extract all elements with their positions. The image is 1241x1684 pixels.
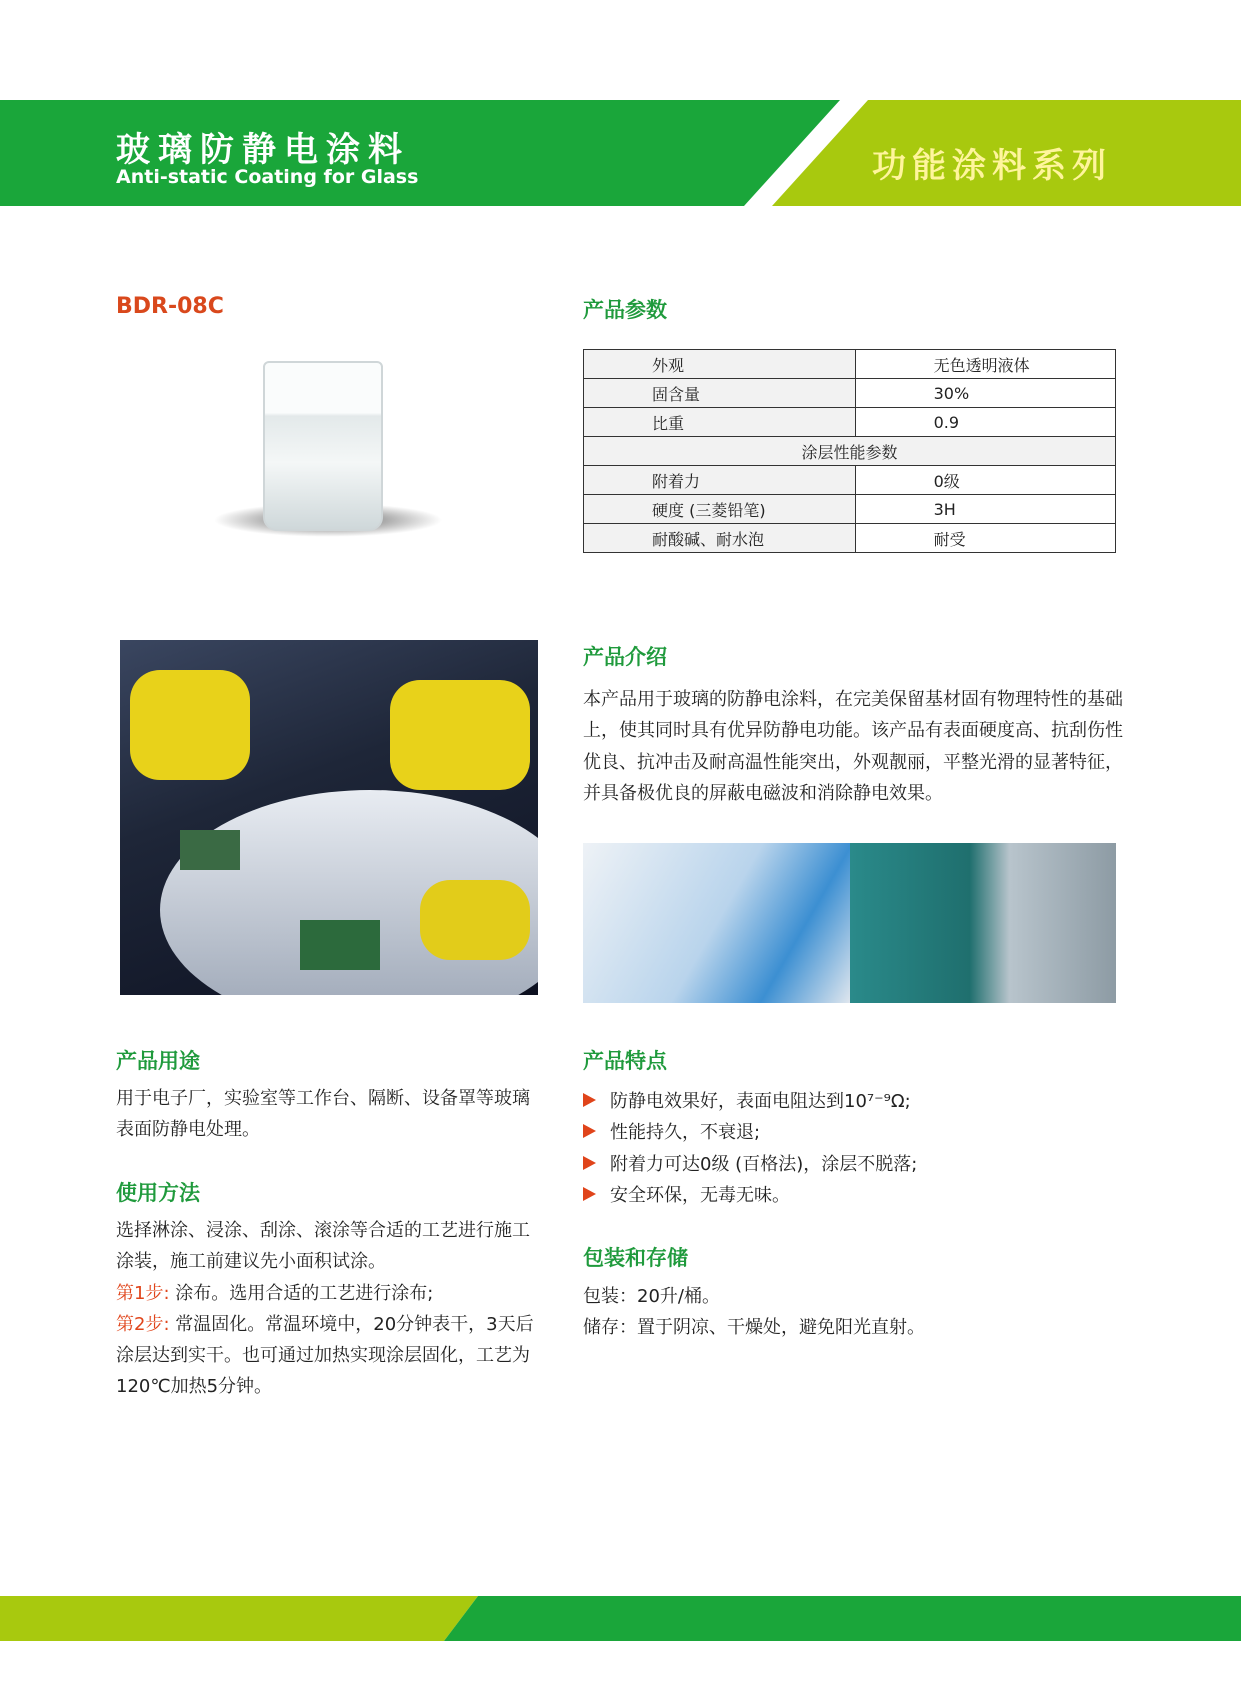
product-code: BDR-08C bbox=[116, 294, 224, 319]
factory-robot-image bbox=[120, 640, 538, 995]
table-row: 耐酸碱、耐水泡 耐受 bbox=[584, 524, 1116, 553]
table-row: 外观 无色透明液体 bbox=[584, 350, 1116, 379]
storage-text: 储存：置于阴凉、干燥处，避免阳光直射。 bbox=[583, 1317, 925, 1338]
beaker-image bbox=[193, 353, 460, 553]
intro-text: 本产品用于玻璃的防静电涂料，在完美保留基材固有物理特性的基础上，使其同时具有优异防静电功能。该产品有表面硬度高、抗刮伤性优良、抗冲击及耐高温性能突出，外观靓丽，平整光滑的显著特征，并具备极优良的屏蔽电磁波和消除静电效果。 bbox=[583, 689, 1123, 804]
params-table bbox=[583, 349, 1116, 553]
features-list bbox=[583, 1084, 917, 1210]
footer-banner bbox=[0, 1596, 1241, 1641]
table-row: 硬度 (三菱铅笔) 3H bbox=[584, 495, 1116, 524]
table-row: 固含量 30% bbox=[584, 379, 1116, 408]
method-text: 选择淋涂、浸涂、刮涂、滚涂等合适的工艺进行施工涂装，施工前建议先小面积试涂。 第1步: 涂布。选用合适的工艺进行涂布; 第2步: 常温固化。常温环境中，20分钟表干，3天后涂层达到实干。也可通过加热实现涂层固化，工艺为120℃加热5分钟。 bbox=[116, 1220, 534, 1398]
intro-heading: 产品介绍 bbox=[583, 645, 667, 669]
page-subtitle: Anti-static Coating for Glass bbox=[116, 166, 419, 188]
page-title: 玻璃防静电涂料 bbox=[116, 130, 410, 170]
method-heading: 使用方法 bbox=[116, 1181, 200, 1205]
usage-text: 用于电子厂，实验室等工作台、隔断、设备罩等玻璃表面防静电处理。 bbox=[116, 1088, 530, 1141]
list-item: 安全环保，无毒无味。 bbox=[583, 1179, 917, 1211]
packaging-heading: 包装和存储 bbox=[583, 1246, 688, 1270]
arrow-bullet-icon bbox=[583, 1093, 596, 1107]
arrow-bullet-icon bbox=[583, 1187, 596, 1201]
table-row: 附着力 0级 bbox=[584, 466, 1116, 495]
params-heading: 产品参数 bbox=[583, 298, 667, 322]
arrow-bullet-icon bbox=[583, 1156, 596, 1170]
list-item: 防静电效果好，表面电阻达到10⁷⁻⁹Ω; bbox=[583, 1084, 917, 1116]
table-subheader: 涂层性能参数 bbox=[584, 437, 1116, 466]
table-row: 比重 0.9 bbox=[584, 408, 1116, 437]
arrow-bullet-icon bbox=[583, 1124, 596, 1138]
packaging-text: 包装：20升/桶。 bbox=[583, 1286, 720, 1307]
features-heading: 产品特点 bbox=[583, 1049, 667, 1073]
step2-label: 第2步: bbox=[116, 1313, 170, 1335]
list-item: 附着力可达0级 (百格法)，涂层不脱落; bbox=[583, 1147, 917, 1179]
list-item: 性能持久，不衰退; bbox=[583, 1116, 917, 1148]
series-label: 功能涂料系列 bbox=[872, 146, 1112, 186]
workers-photo-strip bbox=[583, 843, 1116, 1003]
usage-heading: 产品用途 bbox=[116, 1049, 200, 1073]
step1-label: 第1步: bbox=[116, 1282, 170, 1304]
